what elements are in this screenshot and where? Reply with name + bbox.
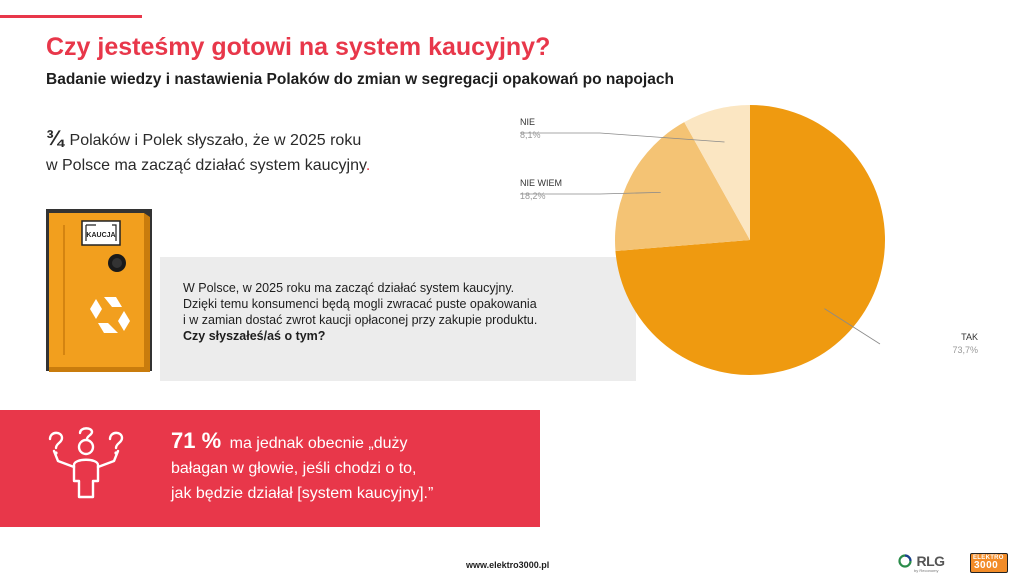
stat-end-dot: . <box>365 157 371 174</box>
highlight-percent: 71 % <box>171 428 222 453</box>
question-bold: Czy słyszałeś/aś o tym? <box>183 329 326 343</box>
slice-label-tak: TAK <box>961 332 978 342</box>
question-line-2: Dzięki temu konsumenci będą mogli zwracać puste opakowania <box>183 297 537 311</box>
accent-rule <box>0 15 142 18</box>
rlg-logo-sub: by Reconomy <box>914 568 939 573</box>
bin-base <box>49 367 150 372</box>
bin-side <box>144 213 150 371</box>
stat-text-1: Polaków i Polek słyszało, że w 2025 roku <box>69 132 362 149</box>
slice-label-nie-wiem: NIE WIEM <box>520 178 562 188</box>
page-subtitle: Badanie wiedzy i nastawienia Polaków do zmian w segregacji opakowań po napojach <box>46 71 674 88</box>
stat-fraction: ¾ <box>46 127 64 150</box>
slice-value-nie-wiem: 18,2% <box>520 191 546 201</box>
rlg-mark-icon <box>898 554 912 568</box>
page-title: Czy jesteśmy gotowi na system kaucyjny? <box>46 33 551 61</box>
question-line-1: W Polsce, w 2025 roku ma zacząć działać system kaucyjny. <box>183 281 515 295</box>
slice-value-tak: 73,7% <box>952 345 978 355</box>
highlight-line-2: bałagan w głowie, jeśli chodzi o to, <box>171 460 417 477</box>
highlight-text <box>171 428 531 506</box>
stat-block <box>46 126 370 178</box>
confused-person-icon <box>46 425 126 505</box>
rlg-logo-text: RLG <box>916 553 945 569</box>
logo-e3-top: ELEKTRO <box>973 555 1004 561</box>
question-line-3: i w zamian dostać zwrot kaucji opłaconej przy zakupie produktu. <box>183 313 538 327</box>
elektro3000-logo <box>970 553 1008 573</box>
highlight-line-1: ma jednak obecnie „duży <box>229 435 408 452</box>
stat-line-1 <box>46 126 370 153</box>
slice-value-nie: 8,1% <box>520 130 541 140</box>
slice-label-nie: NIE <box>520 117 536 127</box>
deposit-bin-illustration <box>40 205 158 385</box>
highlight-line-3: jak będzie działał [system kaucyjny].” <box>171 485 434 502</box>
stat-text-2: w Polsce ma zacząć działać system kaucyjny <box>46 157 366 174</box>
awareness-pie-chart <box>500 100 1000 400</box>
stat-line-2 <box>46 153 370 178</box>
footer-url[interactable]: www.elektro3000.pl <box>466 560 550 570</box>
rlg-logo <box>898 553 945 571</box>
bin-label: KAUCJA <box>86 232 116 239</box>
logo-e3-bottom: 3000 <box>974 560 999 571</box>
